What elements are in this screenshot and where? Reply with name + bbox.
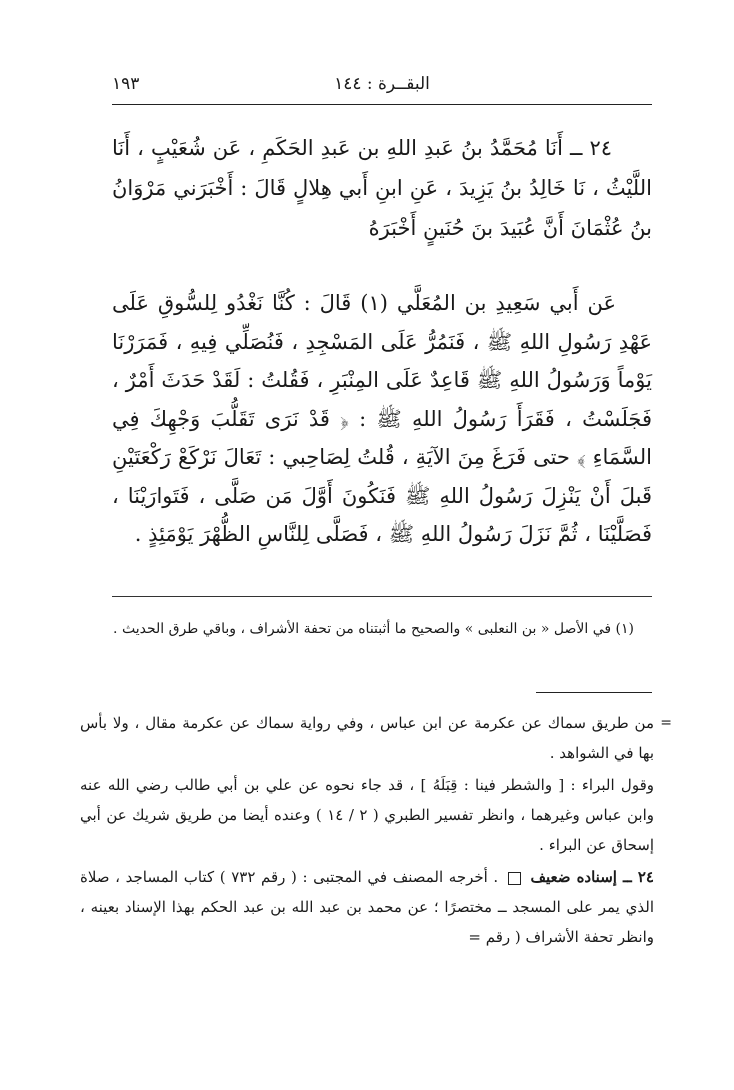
hadith-isnad	[112, 128, 652, 248]
hadith-grade: ٢٤ ــ إسناده ضعيف	[530, 868, 654, 886]
page-number: ١٩٣	[112, 74, 140, 94]
continuation-marker: =	[660, 715, 672, 731]
commentary-para-1-text: من طريق سماك عن عكرمة عن ابن عباس ، وفي رواية سماك عن عكرمة مقال ، ولا بأس بها في الشواهد .	[80, 714, 654, 762]
footnote	[112, 614, 652, 644]
commentary-divider	[536, 692, 652, 693]
matn-divider	[112, 596, 652, 597]
header-divider	[112, 104, 652, 105]
commentary-para-3-text: . أخرجه المصنف في المجتبى : ( رقم ٧٣٢ ) كتاب المساجد ، صلاة الذي يمر على المسجد ــ مختصرًا ؛ عن محمد بن عبد الله بن عبد الحكم بهذا الإسناد بعينه ، وانظر تحفة الأشراف ( رقم	[80, 868, 654, 946]
footnote-text: (١) في الأصل « بن النعلبى » والصحيح ما أثبتناه من تحفة الأشراف ، وباقي طرق الحديث .	[113, 621, 634, 637]
commentary-para-3	[80, 862, 654, 952]
running-title: البقــرة : ١٤٤	[334, 74, 430, 94]
commentary-para-2: وقول البراء : [ والشطر فينا : قِبَلَهُ ] ، قد جاء نحوه عن علي بن أبي طالب رضي الله عنه وابن عباس وغيرهما ، وانظر تفسير الطبري ( ٢ / ١٤ ) وعنده أيضا من طريق شريك عن أبي إسحاق عن البراء .	[80, 776, 654, 854]
hadith-matn	[112, 284, 652, 554]
commentary	[80, 708, 672, 952]
end-continuation-marker: =	[468, 928, 481, 946]
box-icon	[508, 872, 521, 885]
commentary-para-1	[80, 708, 672, 768]
matn-text: عَن أَبي سَعِيدِ بن المُعَلَّي (١) قَالَ : كُنَّا نَغْدُو لِلسُّوقِ عَلَى عَهْدِ رَسُولِ اللهِ ﷺ ، فَنَمُرُّ عَلَى المَسْجِدِ ، فَنُصَلِّي فِيهِ ، فَمَرَرْنَا يَوْماً وَرَسُولُ اللهِ ﷺ قَاعِدٌ عَلَى المِنْبَرِ ، فَقُلتُ : لَقَدْ حَدَثَ أَمْرٌ ، فَجَلَسْتُ ، فَقَرَأَ رَسُولُ اللهِ ﷺ : ﴿ قَدْ نَرَى تَقَلُّبَ وَجْهِكَ فِي السَّمَاءِ ﴾ حتى فَرَغَ مِنَ الآيَةِ ، قُلتُ لِصَاحِبي : تَعَالَ نَرْكَعْ رَكْعَتَيْنِ قَبلَ أَنْ يَنْزِلَ رَسُولُ اللهِ ﷺ فَنَكُونَ أَوَّلَ مَن صَلَّى ، فَتَوارَيْنَا ، فَصَلَّيْنَا ، ثُمَّ نَزَلَ رَسُولُ اللهِ ﷺ ، فَصَلَّى لِلنَّاسِ الظُّهْرَ يَوْمَئِذٍ .	[112, 291, 652, 546]
isnad-text: ٢٤ ــ أَنَا مُحَمَّدُ بنُ عَبدِ اللهِ بن عَبدِ الحَكَمِ ، عَن شُعَيْبٍ ، أَنَا اللَّيْثُ ، نَا خَالِدُ بنُ يَزِيدَ ، عَنِ ابنِ أَبي هِلالٍ قَالَ : أَخْبَرَني مَرْوَانُ بنُ عُثْمَانَ أَنَّ عُبَيدَ بنَ حُنَينٍ أَخْبَرَهُ	[112, 136, 652, 240]
page-header	[112, 74, 652, 100]
